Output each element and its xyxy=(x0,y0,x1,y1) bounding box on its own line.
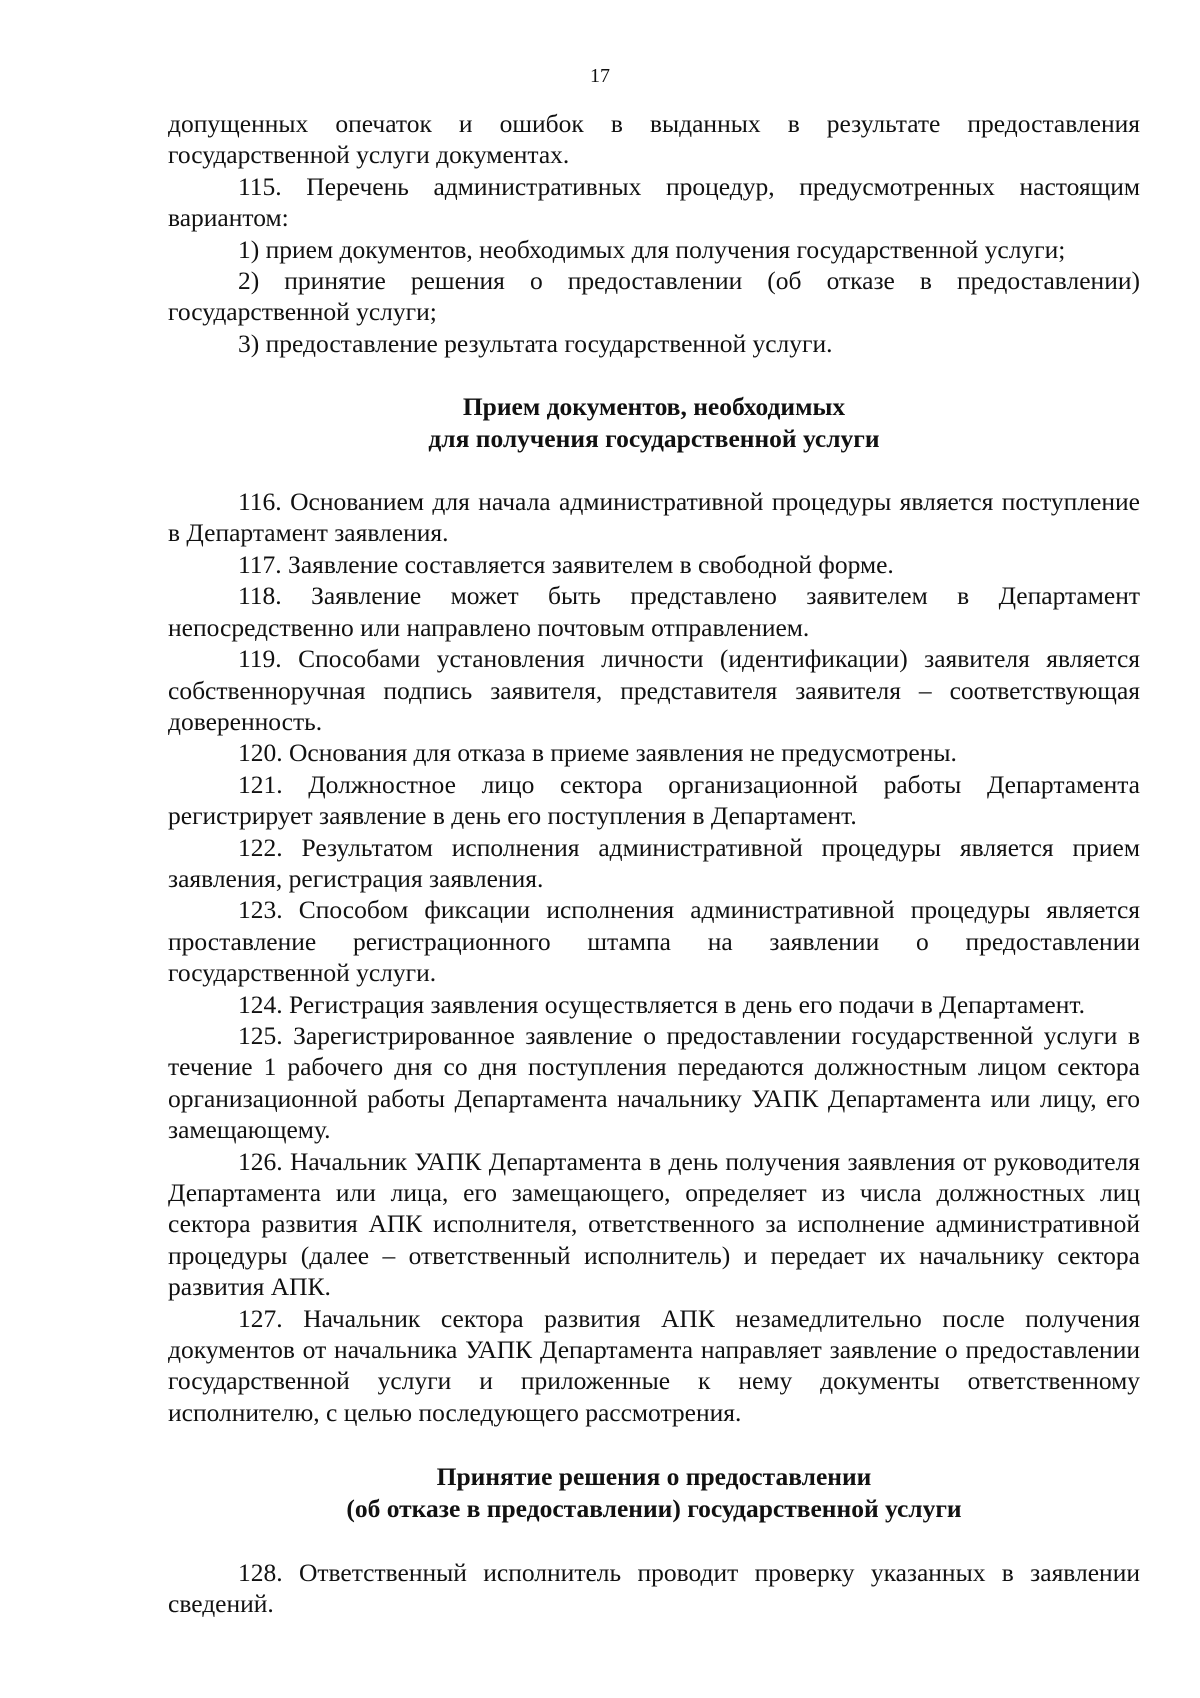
paragraph-115: 115. Перечень административных процедур, предусмотренных настоящим вариантом: xyxy=(168,171,1140,233)
paragraph-126: 126. Начальник УАПК Департамента в день получения заявления от руководителя Департамента или лица, его замещающего, определяет из числа должностных лиц сектора развития АПК исполнителя, ответственного за исполнение административной процедуры (далее – ответственный исполнитель) и передает их начальнику сектора развития АПК. xyxy=(168,1146,1140,1302)
section-heading-line: для получения государственной услуги xyxy=(428,423,880,453)
paragraph-120: 120. Основания для отказа в приеме заявления не предусмотрены. xyxy=(238,738,957,768)
paragraph-continuation: допущенных опечаток и ошибок в выданных в результате предоставления государственной услуги документах. xyxy=(168,109,1140,170)
paragraph-118: 118. Заявление может быть представлено заявителем в Департамент непосредственно или направлено почтовым отправлением. xyxy=(168,581,1140,642)
page-number: 17 xyxy=(590,65,610,87)
paragraph-119: 119. Способами установления личности (идентификации) заявителя является собственноручная подпись заявителя, представителя заявителя – соответствующая доверенность. xyxy=(168,644,1140,736)
document-body xyxy=(168,108,1140,1620)
paragraph-117: 117. Заявление составляется заявителем в свободной форме. xyxy=(238,549,894,579)
section-heading-line: (об отказе в предоставлении) государственной услуги xyxy=(346,1493,962,1523)
paragraph-124: 124. Регистрация заявления осуществляется в день его подачи в Департамент. xyxy=(238,989,1085,1019)
section-heading-decision xyxy=(168,1461,1140,1524)
paragraph-128: 128. Ответственный исполнитель проводит проверку указанных в заявлении сведений. xyxy=(168,1558,1140,1619)
paragraph-121: 121. Должностное лицо сектора организационной работы Департамента регистрирует заявление в день его поступления в Департамент. xyxy=(168,769,1140,831)
section-heading-document-intake xyxy=(168,391,1140,454)
paragraph-122: 122. Результатом исполнения административной процедуры является прием заявления, регистрация заявления. xyxy=(168,832,1140,893)
list-item-115-2: 2) принятие решения о предоставлении (об отказе в предоставлении) государственной услуги; xyxy=(168,266,1140,327)
paragraph-127: 127. Начальник сектора развития АПК незамедлительно после получения документов от начальника УАПК Департамента направляет заявление о предоставлении государственной услуги и приложенные к нему документы ответственному исполнителю, с целью последующего рассмотрения. xyxy=(168,1303,1140,1427)
paragraph-123: 123. Способом фиксации исполнения административной процедуры является проставление регистрационного штампа на заявлении о предоставлении государственной услуги. xyxy=(168,895,1140,988)
paragraph-125: 125. Зарегистрированное заявление о предоставлении государственной услуги в течение 1 рабочего дня со дня поступления передаются должностным лицом сектора организационной работы Департамента начальнику УАПК Департамента или лицу, его замещающему. xyxy=(168,1020,1140,1145)
list-item-115-1: 1) прием документов, необходимых для получения государственной услуги; xyxy=(238,234,1066,264)
section-heading-line: Принятие решения о предоставлении xyxy=(436,1462,872,1492)
section-heading-line: Прием документов, необходимых xyxy=(462,392,846,422)
list-item-115-3: 3) предоставление результата государственной услуги. xyxy=(238,328,833,358)
paragraph-116: 116. Основанием для начала административной процедуры является поступление в Департамент заявления. xyxy=(168,487,1140,548)
